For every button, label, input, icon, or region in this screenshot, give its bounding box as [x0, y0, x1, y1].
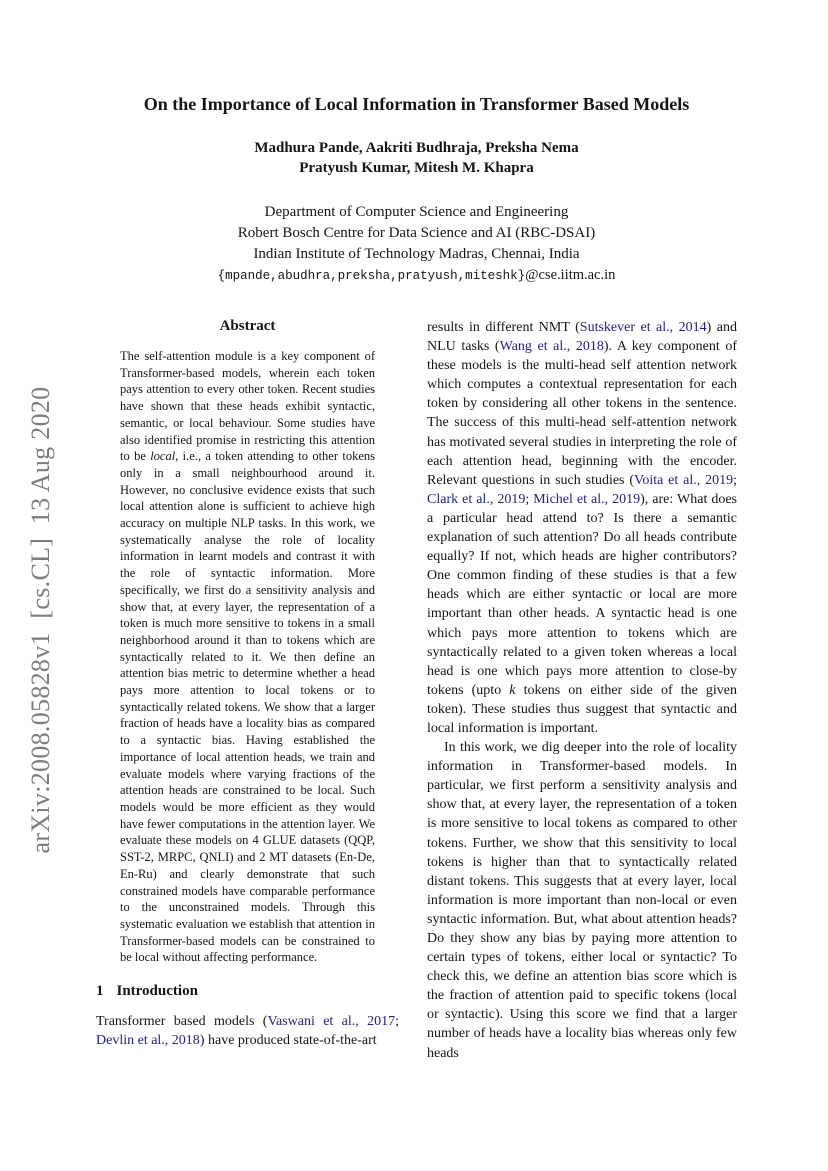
arxiv-watermark: arXiv:2008.05828v1 [cs.CL] 13 Aug 2020	[26, 386, 55, 854]
paper-title: On the Importance of Local Information in Transformer Based Models	[143, 94, 690, 114]
text-segment: ), are: What does a particular head attend to? Is there a semantic explanation of such attention? Do all heads contribute equally? If not, which heads are higher contributors? One common finding of these studies is that a few heads which are either syntactic or local are more important than other heads. A syntactic head is one which pays more attention to tokens which are syntactically related to a given token whereas a local head is one which pays more attention to close-by tokens (upto	[427, 491, 738, 698]
affiliation-centre: Robert Bosch Centre for Data Science and AI (RBC-DSAI)	[237, 225, 596, 241]
body-paragraph-2: In this work, we dig deeper into the role of locality information in Transformer-based models. In particular, we first perform a sensitivity analysis and show that, at every layer, the representation of a token is more sensitive to local tokens as compared to other tokens. Further, we show that this sensitivity to local tokens is higher than that to syntactically related distant tokens. This suggests that at every layer, local information is more important than non-local or even syntactic information. But, what about attention heads? Do they show any bias by paying more attention to certain types of tokens, either local or syntactic? To check this, we define an attention bias score which is the fraction of attention paid to specific tokens (local or syntactic). Using this score we find that a larger number of heads have a locality bias whereas only few heads	[427, 740, 737, 1061]
text-segment: results in different NMT (	[427, 320, 580, 335]
introduction-paragraph	[96, 1012, 399, 1050]
author-line-1: Madhura Pande, Aakriti Budhraja, Preksha Nema	[254, 140, 579, 156]
citation-link[interactable]: Wang et al., 2018	[499, 339, 604, 355]
text-segment: The self-attention module is a key component of Transformer-based models, wherein each token pays attention to every other token. Recent studies have shown that these heads exhibit syntactic, semantic, or local behaviour. Some studies have also identified promise in restricting this attention to be	[120, 349, 375, 464]
text-segment: ) have produced state-of-the-art	[199, 1033, 377, 1049]
section-number: 1	[96, 983, 104, 1000]
right-column	[427, 318, 737, 1063]
text-segment: tokens on either side of the given token). These studies thus suggest that syntactic and local information is important.	[427, 682, 738, 736]
text-segment: ). A key component of these models is the multi-head self attention network which computes a contextual representation for each token by considering all other tokens in the sentence. The success of this multi-head self-attention network has motivated several studies in interpreting the role of each attention head, beginning with the encoder. Relevant questions in such studies (	[427, 339, 738, 488]
text-segment: local	[150, 449, 176, 464]
text-segment: ;	[395, 1014, 399, 1030]
citation-link[interactable]: Clark et al., 2019	[427, 491, 526, 507]
affiliation-department: Department of Computer Science and Engineering	[264, 204, 569, 220]
text-segment: , i.e., a token attending to other tokens only in a small neighbourhood around it. However, no conclusive evidence exists that such local attention alone is sufficient to achieve high accuracy on multiple NLP tasks. In this work, we systematically analyse the role of locality information in learnt models and contrast it with the role of syntactic information. More specifically, we first do a sensitivity analysis and show that, at every layer, the representation of a token is much more sensitive to tokens in a small neighborhood around it than to tokens which are syntactically related to it. We then define an attention bias metric to determine whether a head pays more attention to local tokens or to syntactically related tokens. We show that a larger fraction of heads have a locality bias as compared to a syntactic bias. Having established the importance of local attention heads, we train and evaluate models where varying fractions of the attention heads are constrained to be local. Such models would be more efficient as they would have fewer computations in the attention layer. We evaluate these models on 4 GLUE datasets (QQP, SST-2, MRPC, QNLI) and 2 MT datasets (En-De, En-Ru) and clearly demonstrate that such constrained models have comparable performance to the unconstrained models. Through this systematic evaluation we establish that attention in Transformer-based models can be constrained to be local without affecting performance.	[120, 449, 375, 965]
text-segment: Mitesh M. Khapra	[414, 160, 534, 176]
body-paragraph-continued	[427, 318, 737, 738]
section-heading-introduction	[96, 982, 399, 1001]
text-segment: ;	[525, 491, 534, 507]
text-segment: Pratyush Kumar	[299, 160, 407, 176]
text-segment: @cse.iitm.ac.in	[525, 267, 616, 283]
citation-link[interactable]: Voita et al., 2019	[634, 472, 734, 488]
affiliation-block	[96, 202, 737, 287]
affiliation-institute: Indian Institute of Technology Madras, Chennai, India	[253, 246, 580, 262]
text-segment: ;	[733, 472, 737, 488]
text-segment: k	[509, 682, 516, 698]
text-segment: Transformer based models (	[96, 1014, 268, 1030]
citation-link[interactable]: Vaswani et al., 2017	[267, 1014, 396, 1030]
citation-link[interactable]: Devlin et al., 2018	[96, 1033, 200, 1049]
section-title: Introduction	[116, 983, 198, 1000]
author-line-2	[96, 158, 737, 178]
abstract-text	[120, 348, 375, 966]
left-column	[96, 318, 399, 1050]
text-segment: {mpande,abudhra,preksha,pratyush,miteshk}	[217, 269, 526, 283]
citation-link[interactable]: Michel et al., 2019	[533, 491, 641, 507]
abstract-heading: Abstract	[219, 318, 276, 334]
paper-content	[96, 0, 737, 1063]
citation-link[interactable]: Sutskever et al., 2014	[579, 320, 707, 335]
text-segment: ) and NLU tasks (	[427, 320, 737, 355]
two-column-body	[96, 318, 737, 1063]
email-line	[96, 265, 737, 287]
text-segment: ,	[406, 160, 415, 176]
